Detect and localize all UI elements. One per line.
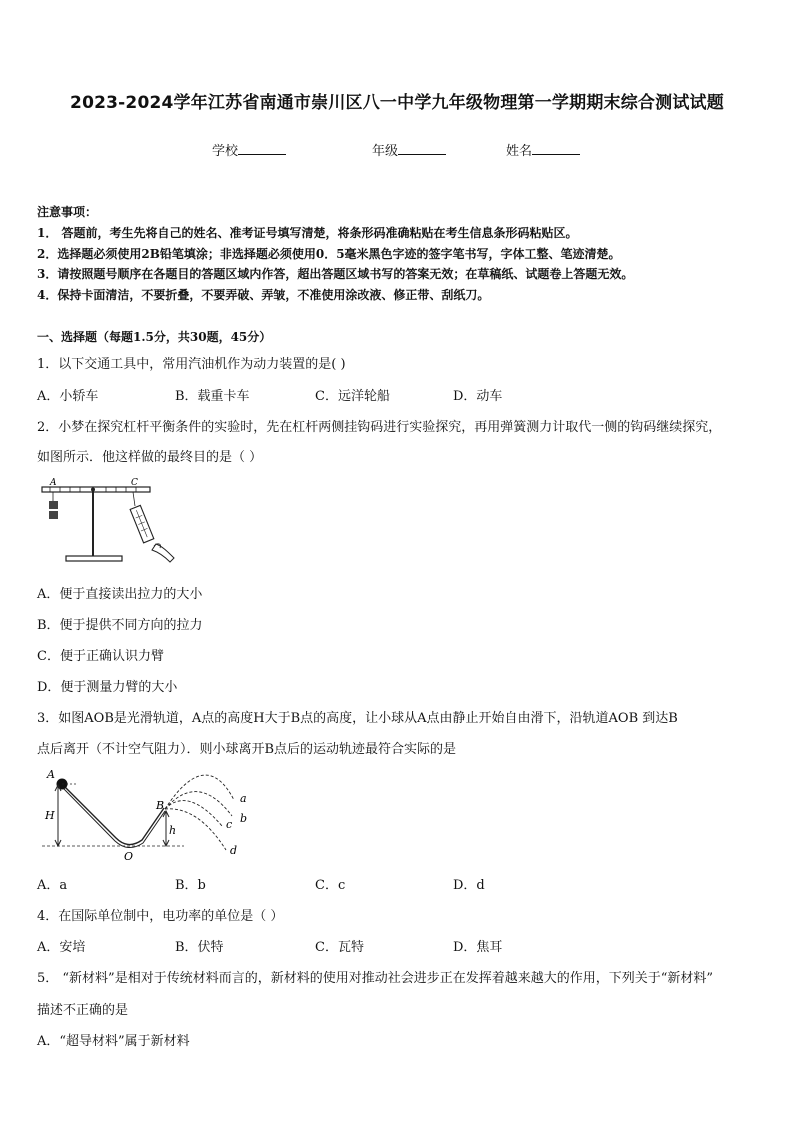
q4-stem: 4．在国际单位制中，电功率的单位是（ ） [37, 909, 284, 924]
q5-stem-line1: 5． “新材料”是相对于传统材料而言的，新材料的使用对推动社会进步正在发挥着越来越大的作用，下列关于“新材料” [37, 971, 713, 986]
q4-option-c[interactable]: C．瓦特 [315, 940, 364, 955]
point-a-label: A [50, 478, 57, 488]
q2-option-d[interactable]: D．便于测量力臂的大小 [37, 680, 178, 695]
notice-item: 3．请按照题号顺序在各题目的答题区域内作答，超出答题区域书写的答案无效；在草稿纸、试题卷上答题无效。 [37, 267, 634, 281]
name-field [506, 140, 580, 159]
exam-title: 2023-2024学年江苏省南通市崇川区八一中学九年级物理第一学期期末综合测试试题 [70, 93, 724, 113]
track-trajectory-figure [38, 766, 256, 864]
hand-icon [152, 544, 174, 562]
notice-heading: 注意事项： [37, 205, 98, 219]
label-b-point: B [156, 799, 165, 812]
weight-icon [49, 501, 58, 509]
q1-option-d[interactable]: D．动车 [453, 389, 503, 404]
notice-item: 2．选择题必须使用2B铅笔填涂；非选择题必须使用0．5毫米黑色字迹的签字笔书写，字体工整、笔迹清楚。 [37, 247, 621, 261]
section-heading: 一、选择题（每题1.5分，共30题，45分） [37, 330, 272, 344]
q5-stem-line2: 描述不正确的是 [37, 1003, 129, 1018]
name-blank[interactable] [532, 142, 580, 155]
pivot [91, 488, 95, 492]
q2-stem-line2: 如图所示．他这样做的最终目的是（ ） [37, 450, 263, 465]
school-field [212, 140, 286, 159]
q3-option-c[interactable]: C．c [315, 878, 346, 893]
q2-option-b[interactable]: B．便于提供不同方向的拉力 [37, 618, 203, 633]
label-o-point: O [124, 850, 134, 863]
q3-stem-line1: 3．如图AOB是光滑轨道，A点的高度H大于B点的高度，让小球从A点由静止开始自由滑下，沿轨道AOB 到达B [37, 711, 678, 726]
weight-icon [49, 511, 58, 519]
trajectory-c [165, 801, 222, 826]
label-curve-b: b [240, 812, 248, 825]
q4-option-b[interactable]: B．伏特 [175, 940, 224, 955]
q4-option-d[interactable]: D．焦耳 [453, 940, 503, 955]
point-c-label: C [131, 478, 138, 488]
label-height-small-h: h [169, 824, 177, 837]
school-label: 学校 [212, 144, 239, 159]
notice-item: 4．保持卡面清洁，不要折叠，不要弄破、弄皱，不准使用涂改液、修正带、刮纸刀。 [37, 288, 490, 302]
q3-option-d[interactable]: D．d [453, 878, 485, 893]
q1-option-b[interactable]: B．载重卡车 [175, 389, 250, 404]
q3-option-a[interactable]: A．a [37, 878, 68, 893]
label-a-point: A [47, 768, 55, 781]
q1-option-c[interactable]: C．远洋轮船 [315, 389, 390, 404]
q3-stem-line2: 点后离开（不计空气阻力）．则小球离开B点后的运动轨迹最符合实际的是 [37, 742, 457, 757]
q2-option-c[interactable]: C．便于正确认识力臂 [37, 649, 164, 664]
notice-item: 1． 答题前，考生先将自己的姓名、准考证号填写清楚，将条形码准确粘贴在考生信息条形码粘贴区。 [37, 226, 578, 240]
q2-option-a[interactable]: A．便于直接读出拉力的大小 [37, 587, 203, 602]
name-label: 姓名 [506, 144, 533, 159]
grade-label: 年级 [372, 144, 399, 159]
label-height-h: H [45, 809, 55, 822]
label-curve-a: a [240, 792, 247, 805]
spring-scale-icon [130, 505, 154, 542]
q3-option-b[interactable]: B．b [175, 878, 206, 893]
q2-stem-line1: 2．小梦在探究杠杆平衡条件的实验时，先在杠杆两侧挂钩码进行实验探究，再用弹簧测力计取代一侧的钩码继续探究， [37, 420, 722, 435]
grade-field [372, 140, 446, 159]
lever-experiment-figure [38, 476, 178, 568]
label-curve-d: d [230, 844, 238, 857]
grade-blank[interactable] [398, 142, 446, 155]
q4-option-a[interactable]: A．安培 [37, 940, 86, 955]
q1-stem: 1．以下交通工具中，常用汽油机作为动力装置的是( ) [37, 357, 346, 372]
school-blank[interactable] [238, 142, 286, 155]
q1-option-a[interactable]: A．小轿车 [37, 389, 99, 404]
label-curve-c: c [226, 818, 233, 831]
stand-base [66, 556, 122, 561]
q5-option-a[interactable]: A．“超导材料”属于新材料 [37, 1034, 190, 1049]
